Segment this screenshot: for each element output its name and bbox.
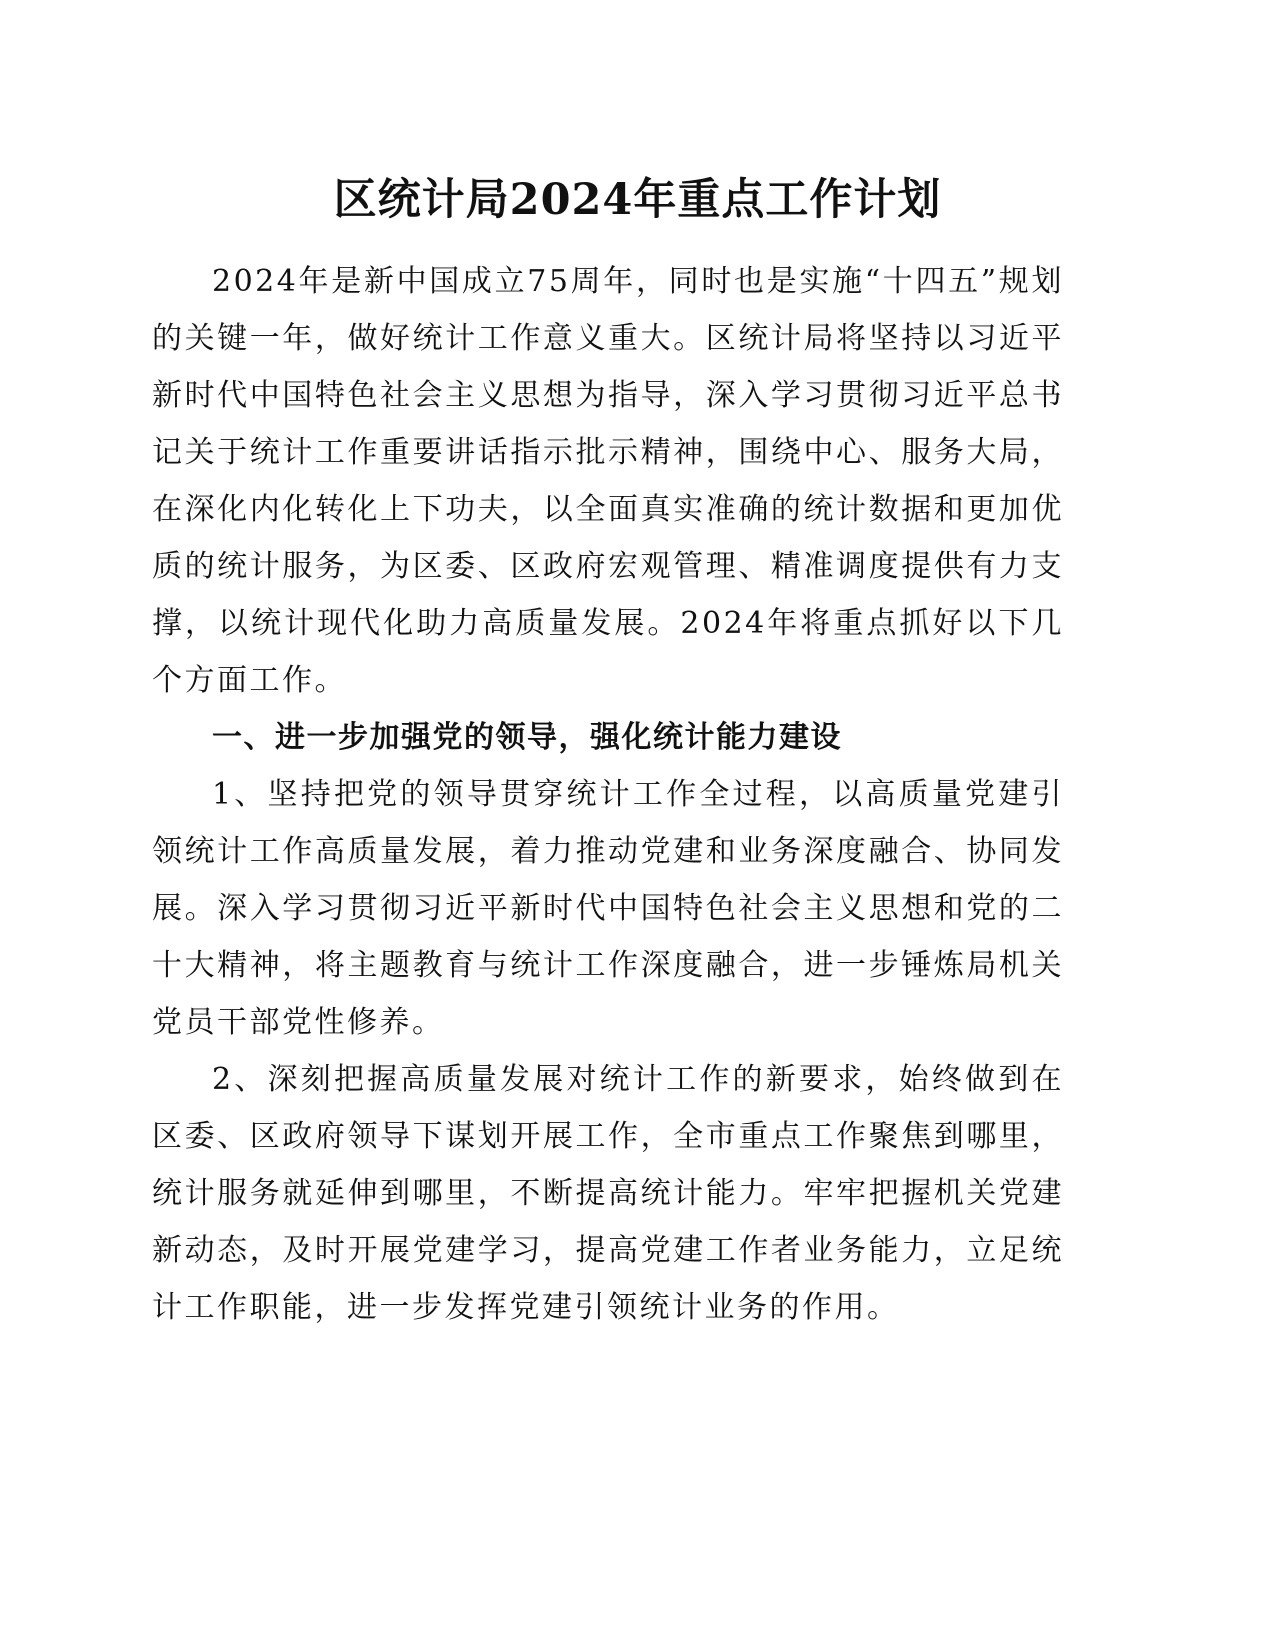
item-2-paragraph: 2、深刻把握高质量发展对统计工作的新要求，始终做到在区委、区政府领导下谋划开展工作，全市重点工作聚焦到哪里，统计服务就延伸到哪里，不断提高统计能力。牢牢把握机关党建新动态，及时开展党建学习，提高党建工作者业务能力，立足统计工作职能，进一步发挥党建引领统计业务的作用。 <box>152 1062 1064 1325</box>
item-1-paragraph: 1、坚持把党的领导贯穿统计工作全过程，以高质量党建引领统计工作高质量发展，着力推动党建和业务深度融合、协同发展。深入学习贯彻习近平新时代中国特色社会主义思想和党的二十大精神，将主题教育与统计工作深度融合，进一步锤炼局机关党员干部党性修养。 <box>152 777 1064 1040</box>
section-heading: 一、进一步加强党的领导，强化统计能力建设 <box>212 720 842 755</box>
intro-paragraph: 2024年是新中国成立75周年，同时也是实施“十四五”规划的关键一年，做好统计工作意义重大。区统计局将坚持以习近平新时代中国特色社会主义思想为指导，深入学习贯彻习近平总书记关于统计工作重要讲话指示批示精神，围绕中心、服务大局，在深化内化转化上下功夫，以全面真实准确的统计数据和更加优质的统计服务，为区委、区政府宏观管理、精准调度提供有力支撑，以统计现代化助力高质量发展。2024年将重点抓好以下几个方面工作。 <box>152 264 1064 698</box>
document-body <box>152 253 1064 1336</box>
document-title: 区统计局2024年重点工作计划 <box>333 175 942 225</box>
